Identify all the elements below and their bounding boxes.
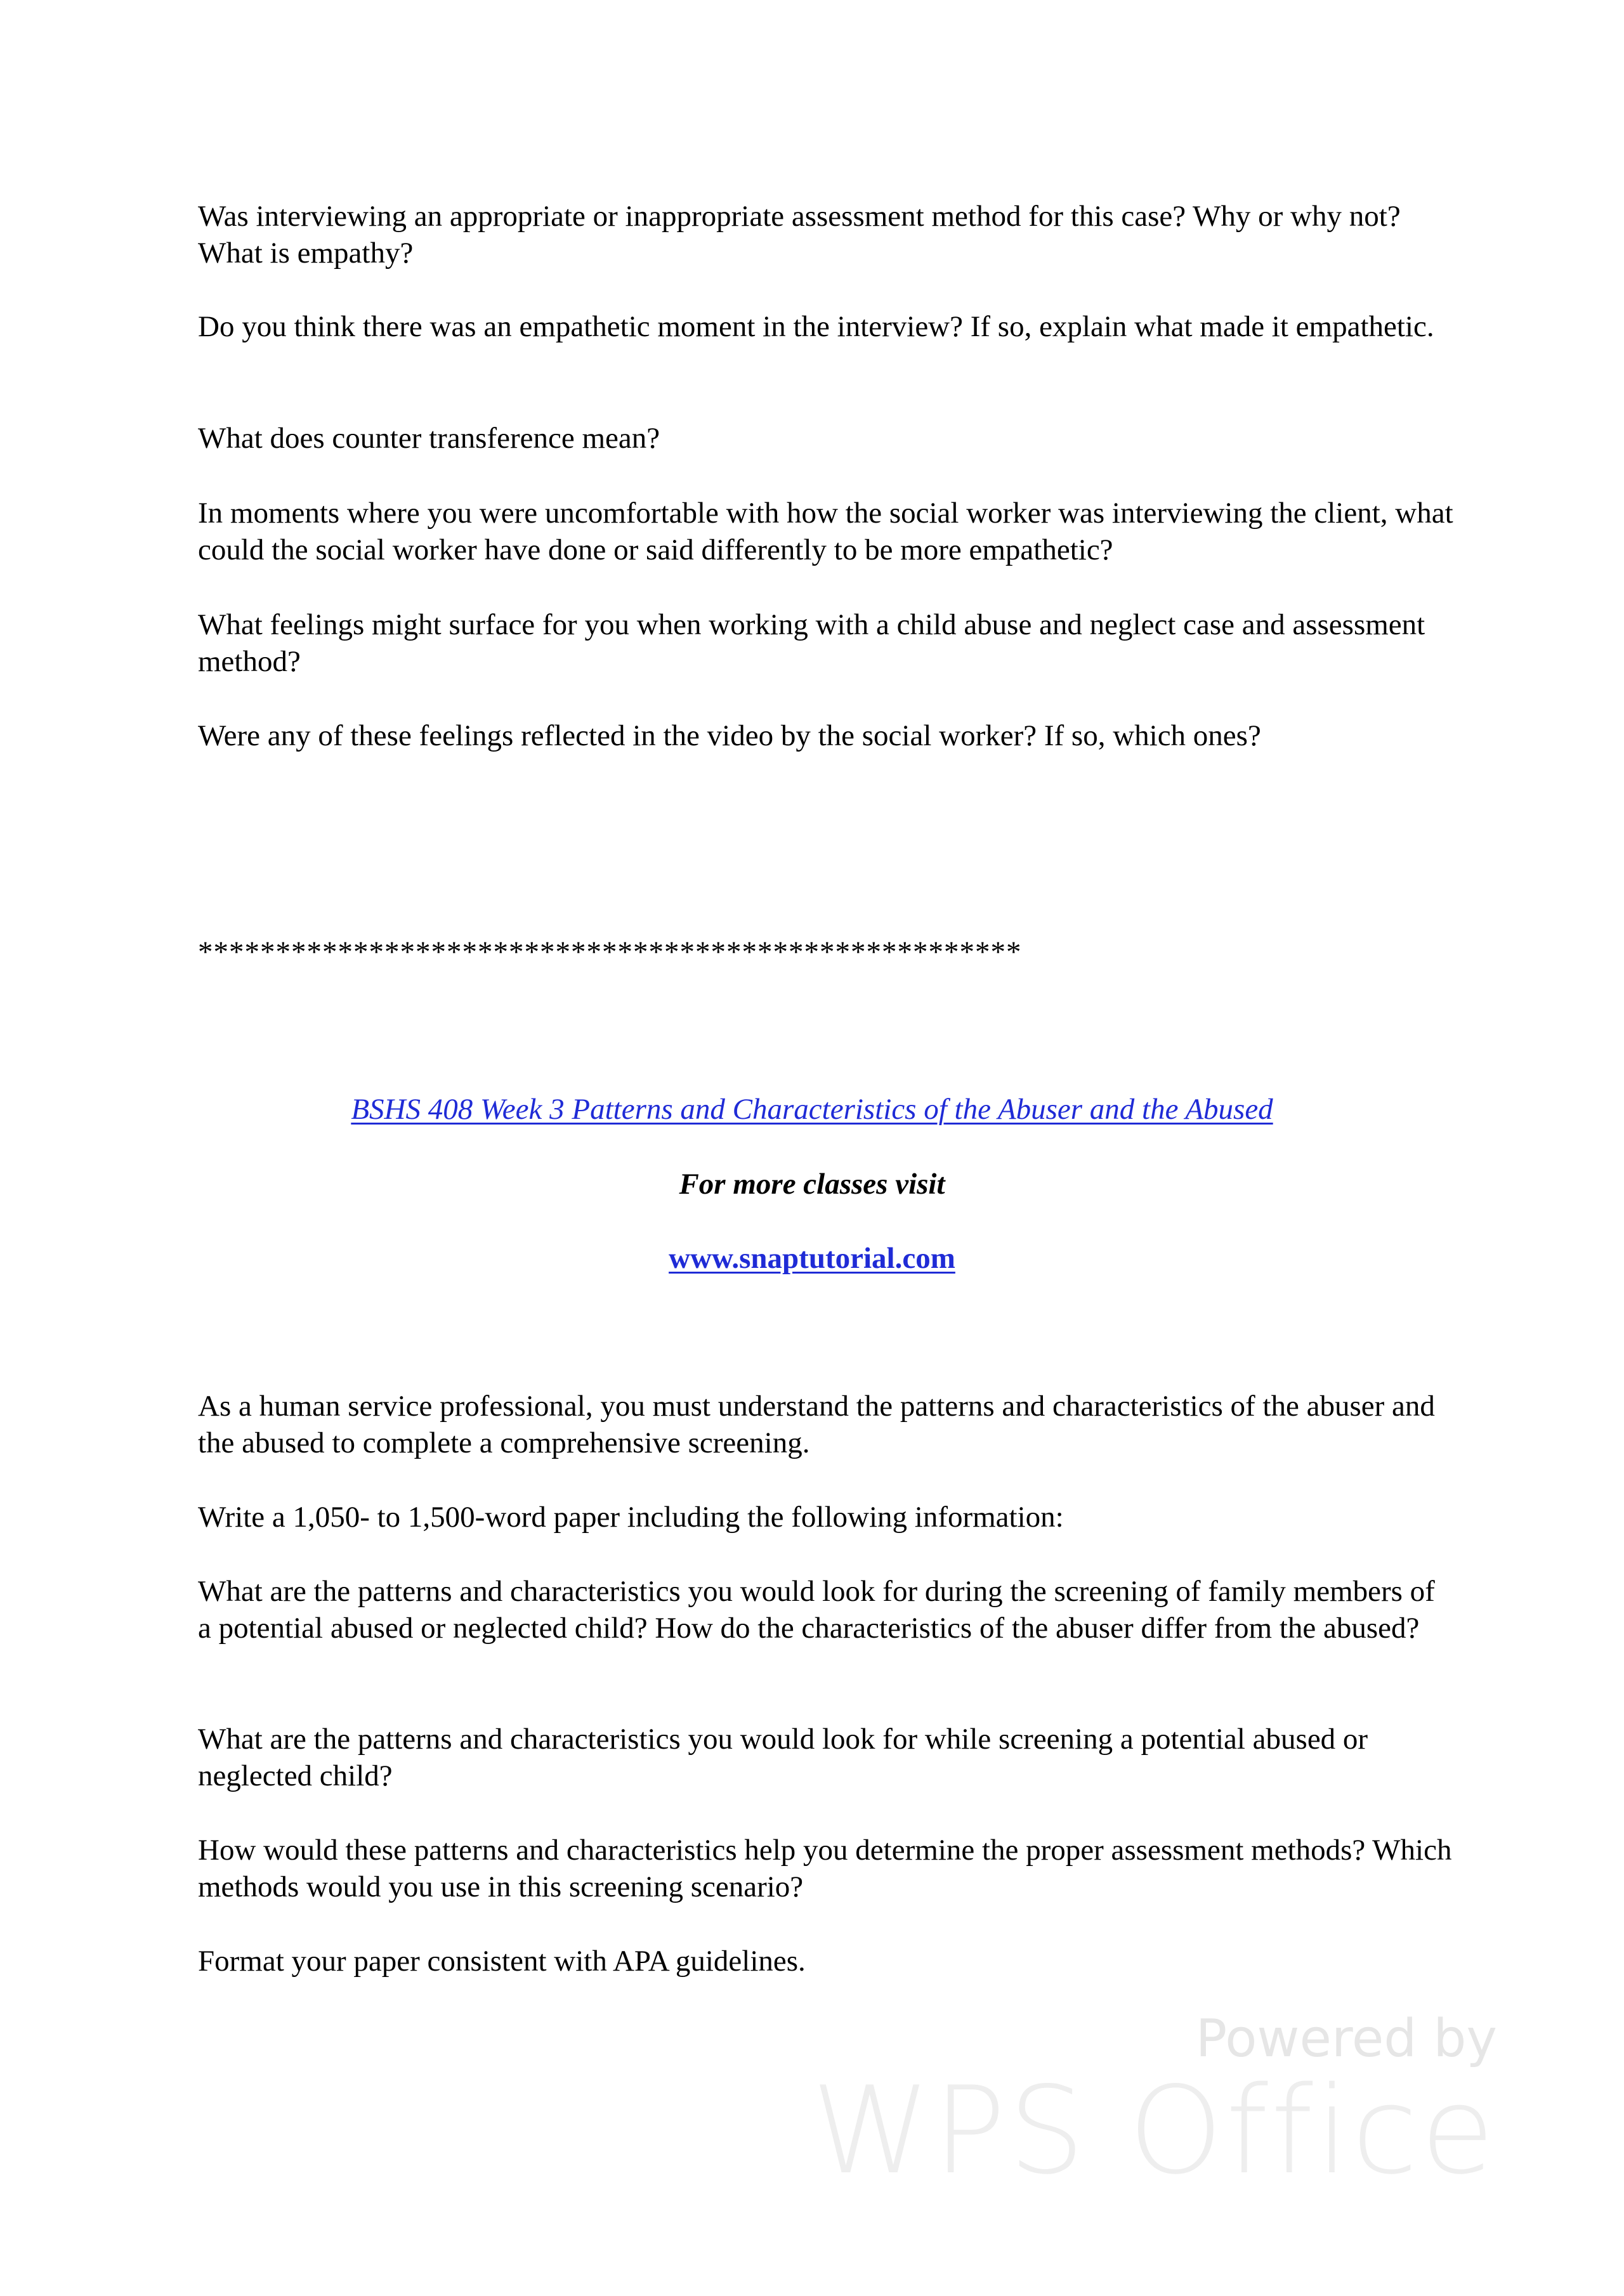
watermark-wps-office: WPS Office [811, 2061, 1497, 2201]
site-link[interactable]: www.snaptutorial.com [669, 1242, 955, 1275]
paragraph-word-count: Write a 1,050- to 1,500-word paper including the following information: [198, 1501, 1064, 1534]
paragraph-counter-transference: What does counter transference mean? [198, 422, 660, 455]
course-title-line [0, 1091, 1624, 1128]
wps-office-watermark [811, 2009, 1497, 2201]
site-link-line [0, 1240, 1624, 1277]
paragraph-human-service: As a human service professional, you must understand the patterns and characteristics of the abuser and the abused to complete a comprehensive screening. [198, 1390, 1435, 1459]
paragraph-feelings-surface: What feelings might surface for you when working with a child abuse and neglect case and assessment method? [198, 608, 1425, 678]
visit-text: For more classes visit [679, 1168, 945, 1201]
paragraph-interviewing-question: Was interviewing an appropriate or inappropriate assessment method for this case? Why or why not? What is empathy? [198, 200, 1401, 270]
paragraph-empathetic-moment: Do you think there was an empathetic moment in the interview? If so, explain what made it empathetic. [198, 310, 1434, 343]
paragraph-apa-format: Format your paper consistent with APA guidelines. [198, 1945, 806, 1978]
visit-line [0, 1166, 1624, 1203]
watermark-powered-by: Powered by [1195, 2009, 1497, 2069]
paragraph-uncomfortable-moments: In moments where you were uncomfortable with how the social worker was interviewing the client, what could the social worker have done or said differently to be more empathetic? [198, 497, 1453, 566]
course-title-link[interactable]: BSHS 408 Week 3 Patterns and Characteristics of the Abuser and the Abused [351, 1093, 1273, 1126]
separator-asterisks: ***************************************************** [198, 936, 1022, 969]
paragraph-feelings-reflected: Were any of these feelings reflected in the video by the social worker? If so, which ones? [198, 719, 1261, 752]
paragraph-child-screening: What are the patterns and characteristics you would look for while screening a potential abused or neglected child? [198, 1723, 1368, 1792]
paragraph-assessment-methods: How would these patterns and characteristics help you determine the proper assessment methods? Which methods would you use in this screening scenario? [198, 1834, 1452, 1903]
paragraph-family-screening: What are the patterns and characteristics you would look for during the screening of family members of a potential abused or neglected child? How do the characteristics of the abuser differ from the abused? [198, 1575, 1435, 1645]
